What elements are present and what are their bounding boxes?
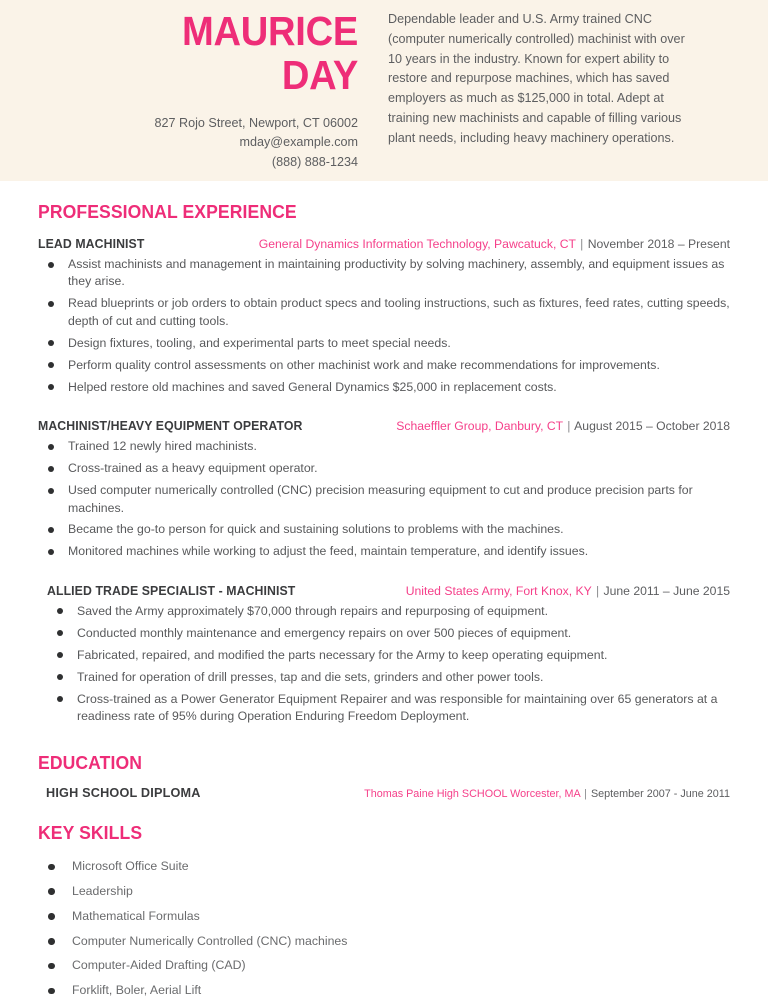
job-bullet: Cross-trained as a Power Generator Equipment Repairer and was responsible for maintaining over 65 generators at a readiness rate of 95% during Operation Enduring Freedom Deployment. xyxy=(47,691,730,726)
job-bullet: Assist machinists and management in maintaining productivity by solving machinery, assembly, and equipment issues as they arise. xyxy=(38,256,730,291)
job-bullet: Conducted monthly maintenance and emergency repairs on over 500 pieces of equipment. xyxy=(47,625,730,642)
header-summary-column xyxy=(358,0,738,148)
education-separator: | xyxy=(584,788,587,801)
job-bullet: Trained for operation of drill presses, tap and die sets, grinders and other power tools. xyxy=(47,669,730,686)
education-degree: HIGH SCHOOL DIPLOMA xyxy=(46,785,201,801)
education-dates: September 2007 - June 2011 xyxy=(590,788,730,801)
contact-phone: (888) 888-1234 xyxy=(271,155,358,169)
job-dates: August 2015 – October 2018 xyxy=(574,419,730,434)
section-title-key-skills: KEY SKILLS xyxy=(38,822,143,844)
candidate-first-name: MAURICE xyxy=(182,8,358,54)
skill-item: Forklift, Boler, Aerial Lift xyxy=(38,982,730,1000)
job-heading-row xyxy=(38,236,730,251)
section-education xyxy=(38,730,730,800)
section-title-professional-experience: PROFESSIONAL EXPERIENCE xyxy=(38,201,297,222)
header-identity-column xyxy=(0,0,358,173)
job-bullet: Saved the Army approximately $70,000 through repairs and repurposing of equipment. xyxy=(47,603,730,620)
job-title: ALLIED TRADE SPECIALIST - MACHINIST xyxy=(47,582,296,598)
section-title-education: EDUCATION xyxy=(38,752,143,774)
job-bullet: Fabricated, repaired, and modified the parts necessary for the Army to keep operating equipment. xyxy=(47,647,730,664)
job-bullet: Became the go-to person for quick and sustaining solutions to problems with the machines. xyxy=(38,521,730,538)
job-bullet: Monitored machines while working to adjust the feed, maintain temperature, and identify issues. xyxy=(38,543,730,560)
job-bullet-list xyxy=(47,603,730,726)
job-meta xyxy=(259,237,730,251)
job-title: MACHINIST/HEAVY EQUIPMENT OPERATOR xyxy=(38,418,303,434)
skill-item: Mathematical Formulas xyxy=(38,908,730,926)
education-meta xyxy=(364,788,730,800)
job-meta xyxy=(396,419,730,433)
job-bullet: Perform quality control assessments on other machinist work and make recommendations for improvements. xyxy=(38,357,730,374)
education-entry xyxy=(38,785,730,800)
skill-item: Computer Numerically Controlled (CNC) machines xyxy=(38,933,730,951)
education-school: Thomas Paine High SCHOOL Worcester, MA xyxy=(364,788,581,801)
job-meta xyxy=(406,584,730,598)
section-professional-experience xyxy=(38,181,730,726)
professional-summary: Dependable leader and U.S. Army trained CNC (computer numerically controlled) machinist with over 10 years in the industry. Known for expert ability to restore and repurpose machines, which has saved employers as much as $125,000 in total. Adept at training new machinists and capable of filling various plant needs, including heavy machinery operations. xyxy=(388,12,685,145)
contact-address: 827 Rojo Street, Newport, CT 06002 xyxy=(154,115,358,130)
job-heading-row xyxy=(47,583,730,598)
job-entry xyxy=(38,583,730,726)
job-title: LEAD MACHINIST xyxy=(38,236,145,251)
job-bullet: Read blueprints or job orders to obtain product specs and tooling instructions, such as fixtures, feed rates, cutting speeds, depth of cut and cutting tools. xyxy=(38,295,730,330)
contact-email[interactable]: mday@example.com xyxy=(239,135,358,150)
job-entry xyxy=(38,418,730,561)
resume-header-band xyxy=(0,0,768,181)
job-bullet-list xyxy=(38,256,730,396)
header-layout xyxy=(0,0,768,173)
job-separator: | xyxy=(580,237,584,251)
job-bullet: Design fixtures, tooling, and experimental parts to meet special needs. xyxy=(38,335,730,352)
job-heading-row xyxy=(38,418,730,433)
job-separator: | xyxy=(595,583,600,598)
section-key-skills xyxy=(38,800,730,1000)
contact-block xyxy=(0,114,358,173)
job-company: Schaeffler Group, Danbury, CT xyxy=(396,419,563,434)
skill-item: Leadership xyxy=(38,883,730,901)
job-company: United States Army, Fort Knox, KY xyxy=(405,583,592,598)
job-dates: November 2018 – Present xyxy=(587,237,730,251)
skill-item: Microsoft Office Suite xyxy=(38,858,730,876)
skill-item: Computer-Aided Drafting (CAD) xyxy=(38,957,730,975)
job-bullet: Trained 12 newly hired machinists. xyxy=(38,438,730,455)
job-bullet: Helped restore old machines and saved General Dynamics $25,000 in replacement costs. xyxy=(38,379,730,396)
job-company: General Dynamics Information Technology, Pawcatuck, CT xyxy=(258,237,576,251)
job-separator: | xyxy=(567,419,571,434)
job-bullet-list xyxy=(38,438,730,561)
job-entry xyxy=(38,236,730,396)
job-bullet: Used computer numerically controlled (CNC) precision measuring equipment to cut and produce precision parts for machines. xyxy=(38,482,730,517)
candidate-last-name: DAY xyxy=(281,51,358,98)
job-dates: June 2011 – June 2015 xyxy=(603,583,730,598)
key-skills-list xyxy=(38,858,730,1000)
resume-body xyxy=(0,181,768,1000)
job-bullet: Cross-trained as a heavy equipment operator. xyxy=(38,460,730,477)
